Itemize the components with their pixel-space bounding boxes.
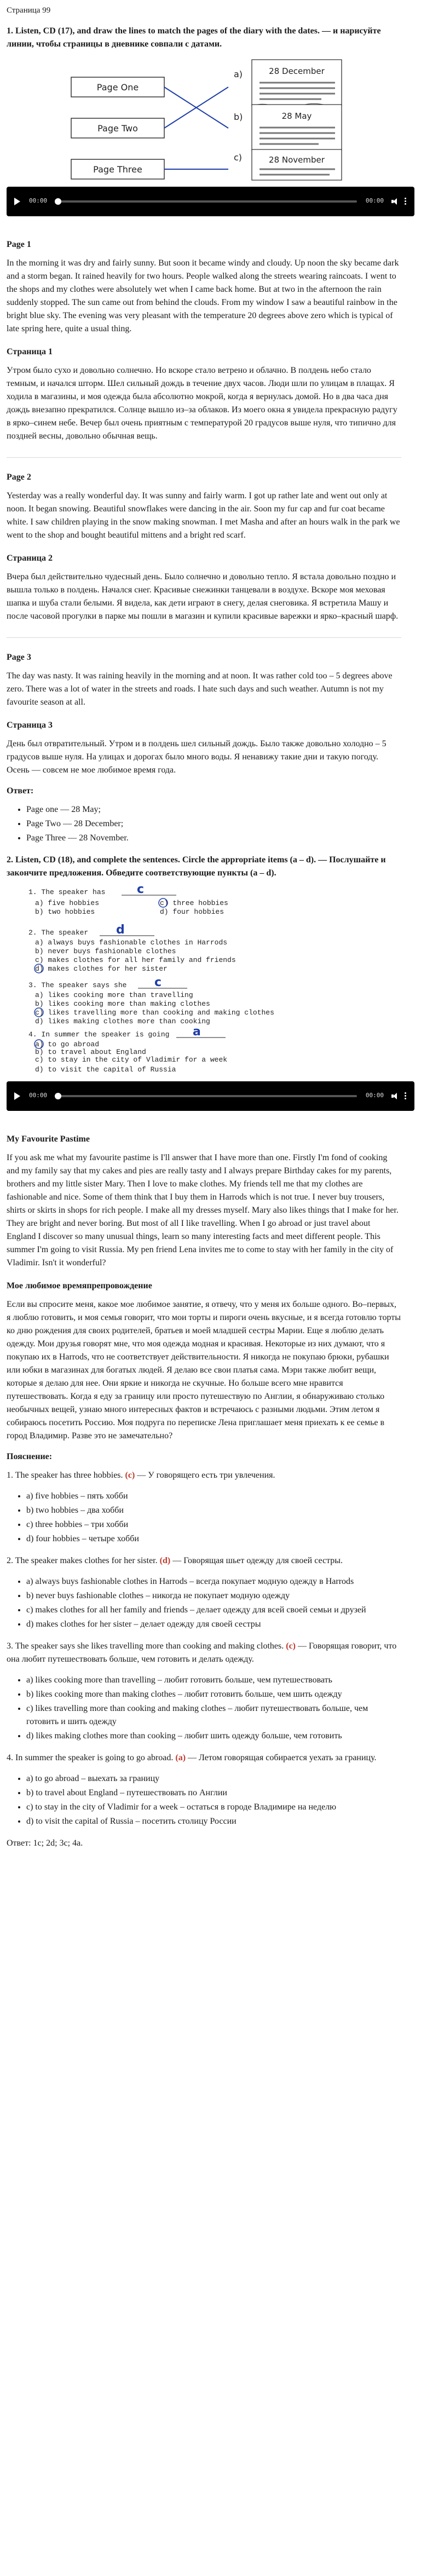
q2-stem: 2. The speaker [28,928,89,937]
q4-opt-b: b) to travel about England [35,1047,146,1056]
explanation-translation: — Летом говорящая собирается уехать за границу. [186,1753,377,1762]
list-item: • d) to visit the capital of Russia – посетить столицу России [26,1815,401,1828]
list-item: • Page Two — 28 December; [26,817,401,831]
explanation-lead-1 [7,1469,401,1482]
list-item: • a) always buys fashionable clothes in Harrods – всегда покупает модную одежду в Harrods [26,1575,401,1588]
letter-b: b) [234,111,243,122]
audio-player-1[interactable] [7,187,414,216]
divider [7,457,401,458]
list-item: • d) likes making clothes more than cooking – любит шить одежду больше, чем готовить [26,1730,401,1743]
list-item: • a) likes cooking more than travelling – любит готовить больше, чем путешествовать [26,1674,401,1687]
q1-opt-a: a) five hobbies [35,898,100,907]
audio-current-time: 00:00 [29,1092,48,1099]
page3-heading-ru: Страница 3 [7,720,53,730]
volume-icon[interactable] [391,1093,399,1099]
q3-opt-d: d) likes making clothes more than cooking [35,1017,210,1025]
q4-opt-a: a) to go abroad [35,1040,100,1048]
explanation-list-4 [7,1772,401,1828]
volume-icon[interactable] [391,198,399,205]
explanation-sentence: 3. The speaker says she likes travelling more than cooking and making clothes. [7,1641,284,1651]
page3-heading: Page 3 [7,652,31,662]
q2-handwritten: d [116,923,125,937]
page3-text-ru: День был отвратительный. Утром и в полдень шел сильный дождь. Было также довольно холодно – 5 градусов выше нуля. На улицах и дорогах было много воды. Я ненавижу такие дни и такую погоду. Осень — совсем не мое любимое время года. [7,739,387,775]
q1-handwritten: c [137,884,145,896]
explanation-lead-4 [7,1751,401,1765]
explanation-sentence: 2. The speaker makes clothes for her sister. [7,1555,158,1565]
explanation-tag: (d) [159,1555,171,1565]
play-icon[interactable] [14,198,20,205]
answer1-label: Ответ: [7,786,34,796]
more-options-icon[interactable] [405,1092,407,1099]
list-item: • c) three hobbies – три хобби [26,1518,401,1531]
q3-opt-b: b) likes cooking more than making clothes [35,999,210,1008]
explanation-tag: (с) [286,1641,296,1651]
audio-duration: 00:00 [365,197,384,205]
q1-opt-d: d) four hobbies [160,907,224,916]
task1-diagram [7,55,401,181]
letter-c: c) [234,152,243,163]
q2-opt-a: a) always buys fashionable clothes in Harrods [35,938,228,947]
list-item: • d) makes clothes for her sister – делает одежду для своей сестры [26,1618,401,1631]
date-b: 28 May [281,111,312,121]
task1-instruction: 1. Listen, CD (17), and draw the lines to match the pages of the diary with the dates. — и нарисуйте линии, чтобы страницы в дневнике совпали с датами. [7,26,381,49]
q4-stem: 4. In summer the speaker is going [28,1030,170,1039]
list-item: • Page Three — 28 November. [26,832,401,845]
audio-duration: 00:00 [365,1092,384,1099]
explanation-translation: — Говорящая шьет одежду для своей сестры. [170,1555,343,1565]
explanation-list-3 [7,1674,401,1743]
diary-page-c [252,149,342,180]
list-item: • Page one — 28 May; [26,803,401,816]
page2-heading-ru: Страница 2 [7,553,53,563]
explanation-translation: — У говорящего есть три увлечения. [135,1470,275,1480]
audio-progress-knob[interactable] [55,198,61,205]
diary-page-b [252,105,342,151]
list-item: • b) two hobbies – два хобби [26,1504,401,1517]
page2-text: Yesterday was a really wonderful day. It was sunny and fairly warm. I got up rather late and went out only at noon. It began snowing. Beautiful snowflakes were dancing in the air. Soon my fur cap and fur coat became white. I saw children playing in the snow making snowman. I met Masha and after an hours walk in the park we went to the shop and bought beautiful mittens and a bright red scarf. [7,491,400,540]
q3-stem: 3. The speaker says she [28,981,127,989]
q3-opt-a: a) likes cooking more than travelling [35,990,193,999]
q3-handwritten: c [154,975,162,989]
explanation-lead-3 [7,1640,401,1666]
list-item: • d) four hobbies – четыре хобби [26,1532,401,1546]
task2-instruction: 2. Listen, CD (18), and complete the sentences. Circle the appropriate items (a – d). — Послушайте и закончите предложения. Обведите соответствующие пункты (а – d). [7,855,386,878]
explanation-lead-2 [7,1554,401,1568]
list-item: • a) to go abroad – выехать за границу [26,1772,401,1785]
page1-text: In the morning it was dry and fairly sunny. But soon it became windy and cloudy. Up noon the sky became dark and a storm began. It rained heavily for two hours. People walked along the streets wearing raincoats. I went to the shops and my clothes were absolutely wet when I came back home. But at two in the afternoon the rain suddenly stopped. The sun came out from behind the clouds. From my window I saw a beautiful rainbow in the bright blue sky. The evening was very pleasant with the temperature 20 degrees above zero which is typical of late spring here, quite a usual thing. [7,258,399,333]
answer1-list [7,803,401,845]
list-item: • c) to stay in the city of Vladimir for a week – остаться в городе Владимире на неделю [26,1801,401,1814]
page-label: Страница 99 [7,6,51,15]
date-c: 28 November [269,154,325,165]
q4-handwritten: a [193,1024,201,1039]
audio-current-time: 00:00 [29,197,48,205]
q1-opt-c: c) three hobbies [160,898,228,907]
audio-progress-bar[interactable] [55,1095,357,1097]
final-answer: Ответ: 1c; 2d; 3c; 4a. [7,1838,83,1848]
page2-text-ru: Вчера был действительно чудесный день. Было солнечно и довольно тепло. Я встала довольно поздно и вышла только в полдень. Начался снег. Красивые снежинки танцевали в воздухе. Вскоре моя меховая шапка и шуба стали белыми. Я видела, как дети играют в снегу, делая снеговика. Я встретила Машу и после часовой прогулки в парке мы пошли в магазин и купили красивые варежки и ярко–красный шарф. [7,572,399,621]
explanation-sentence: 1. The speaker has three hobbies. [7,1470,123,1480]
page1-heading: Page 1 [7,239,31,249]
page3-text: The day was nasty. It was raining heavily in the morning and at noon. It was rather cold too – 5 degrees above zero. There was a lot of water in the streets and roads. I hate such days and such weather. Autumn is not my favourite season at all. [7,671,393,707]
explanation-list-2 [7,1575,401,1631]
diary-page-a [252,60,342,108]
list-item: • a) five hobbies – пять хобби [26,1490,401,1503]
page-one-label: Page One [96,82,139,93]
list-item: • c) likes travelling more than cooking and making clothes – любит путешествовать больше, чем готовить и шить одежду [26,1702,401,1728]
q1-opt-b: b) two hobbies [35,907,95,916]
explanation-label: Пояснение: [7,1451,53,1461]
list-item: • b) never buys fashionable clothes – никогда не покупает модную одежду [26,1589,401,1603]
page2-heading: Page 2 [7,472,31,482]
task2-exercise-tail [28,1065,368,1076]
page-two-label: Page Two [97,123,138,134]
explanation-translation: — Говорящая говорит, что она любит путешествовать больше, чем готовить и делать одежду. [7,1641,397,1664]
q3-opt-c: c) likes travelling more than cooking and making clothes [35,1008,274,1017]
page1-text-ru: Утром было сухо и довольно солнечно. Но вскоре стало ветрено и облачно. В полдень небо стало темным, и начался шторм. Шел сильный дождь в течение двух часов. Люди шли по улицам в плащах. Я ходила в магазины, и моя одежда была абсолютно мокрой, когда я вернулась домой. Но в два часа дня дождь внезапно прекратился. Солнце вышло из–за облаков. Из моего окна я увидела прекрасную радугу в ярко–синем небе. Вечер был очень приятным с температурой 20 градусов выше нуля, что типично для поздней весны, довольно обычная вещь. [7,365,397,441]
audio-progress-knob[interactable] [55,1093,61,1099]
pastime-heading: My Favourite Pastime [7,1134,90,1144]
divider [7,637,401,638]
letter-a: a) [234,68,243,79]
q2-opt-d: d) makes clothes for her sister [35,964,168,973]
list-item: • b) to travel about England – путешествовать по Англии [26,1787,401,1800]
explanation-sentence: 4. In summer the speaker is going to go abroad. [7,1753,174,1762]
play-icon[interactable] [14,1092,20,1100]
pastime-text-ru: Если вы спросите меня, какое мое любимое занятие, я отвечу, что у меня их больше одного. Во–первых, я люблю готовить, и моя семья говорит, что мои торты и пироги очень вкусные, и я всегда готовлю торты ко дню рождения для своих родителей, братьев и моей младшей сестры Марии. Еще я люблю делать одежду. Мои друзья говорят мне, что моя одежда модная и красивая. Некоторые из них думают, что я покупаю их в Harrods, что не соответствует действительности. Я никогда не покупаю брюки, рубашки или юбки в магазинах для богатых людей. Я делаю все свои платья сама. Мэри также любит вещи, которые я делаю для нее. Они яркие и никогда не скучные. Но больше всего мне нравится путешествовать. Когда я еду за границу или просто путешествую по Англии, я обнаруживаю столько необычных вещей, узнаю много интересных фактов и встречаюсь с разными людьми. Этим летом я собираюсь посетить Россию. Моя подруга по переписке Лена приглашает меня приехать к ее семье в город Владимир. Разве это не замечательно? [7,1299,401,1440]
q4-opt-c: c) to stay in the city of Vladimir for a week [35,1055,228,1064]
explanation-list-1 [7,1490,401,1546]
list-item: • c) makes clothes for all her family and friends – делает одежду для всей своей семьи и друзей [26,1604,401,1617]
page-three-label: Page Three [93,164,142,175]
audio-player-2[interactable] [7,1081,414,1111]
pastime-heading-ru: Мое любимое времяпрепровождение [7,1281,152,1290]
pastime-text: If you ask me what my favourite pastime is I'll answer that I have more than one. Firstly I'm fond of cooking and my family say that my cakes and pies are really tasty and I always prepare Birthday cakes for my parents, brothers and my little sister Mary. Then I love to make clothes. My friends tell me that my clothes are fashionable and nice. Some of them think that I buy them in Harrods which is not true. I never buy trousers, shirts or skirts in shops for rich people. I make all my dresses myself. Mary also likes things that I make for her. They are bright and never boring. But most of all I like travelling. When I go abroad or just travel about England I discover so many unusual things, learn so many interesting facts and meet different people. This summer I'm going to visit Russia. My pen friend Lena invites me to come to stay with her family in the city of Vladimir. Isn't it wonderful? [7,1152,399,1267]
q4-opt-d: d) to visit the capital of Russia [35,1065,176,1074]
q1-stem: 1. The speaker has [28,888,106,896]
audio-progress-bar[interactable] [55,200,357,203]
date-a: 28 December [269,66,325,76]
more-options-icon[interactable] [405,198,407,205]
explanation-tag: (а) [175,1753,186,1762]
task2-exercise [28,884,368,1065]
page1-heading-ru: Страница 1 [7,347,53,356]
list-item: • b) likes cooking more than making clothes – любит готовить больше, чем шить одежду [26,1688,401,1701]
q2-opt-c: c) makes clothes for all her family and friends [35,955,236,964]
explanation-tag: (с) [125,1470,135,1480]
q2-opt-b: b) never buys fashionable clothes [35,947,176,955]
